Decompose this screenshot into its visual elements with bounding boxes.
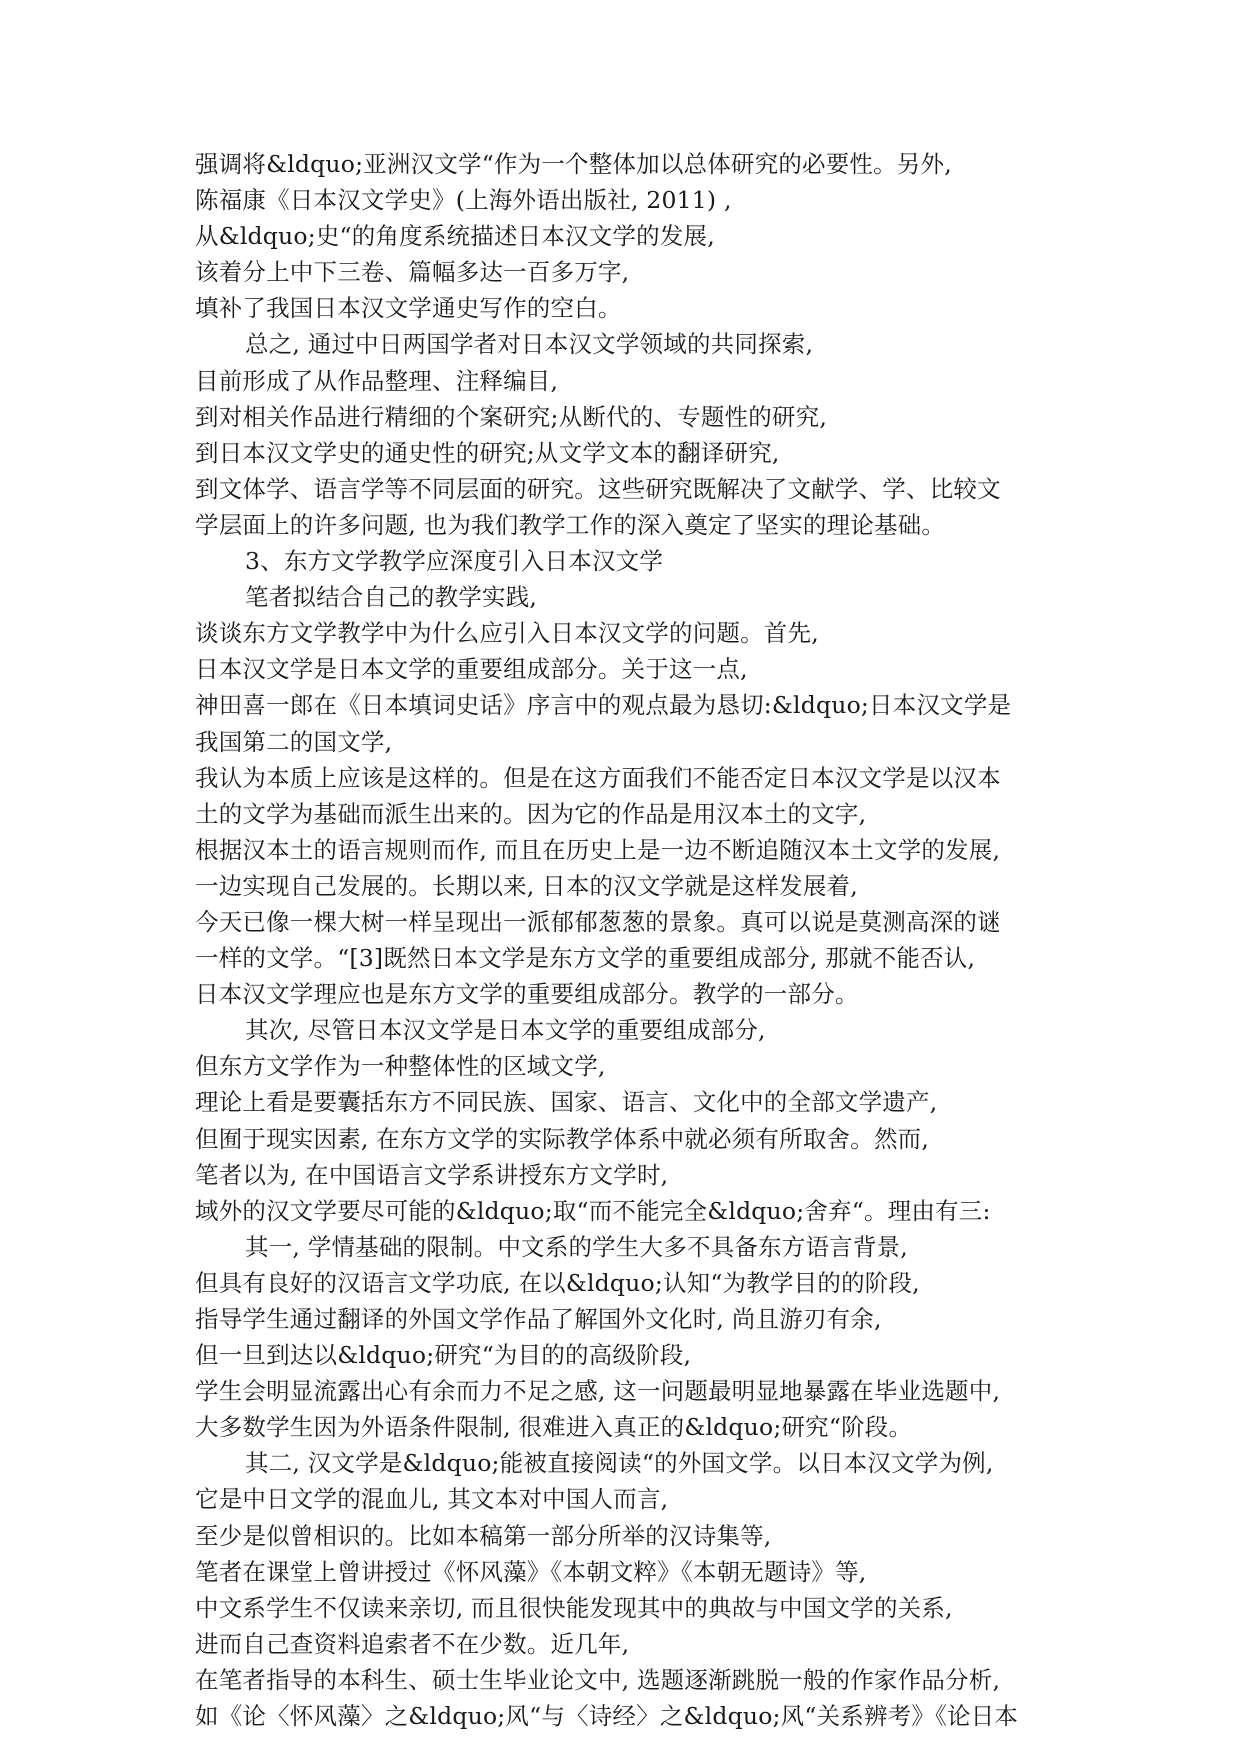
paragraph-first-line: 其次, 尽管日本汉文学是日本文学的重要组成部分,: [245, 1016, 766, 1045]
text-line: 从&ldquo;史“的角度系统描述日本汉文学的发展,: [195, 222, 715, 251]
text-line: 土的文学为基础而派生出来的。因为它的作品是用汉本土的文字,: [195, 799, 867, 828]
text-line: 强调将&ldquo;亚洲汉文学“作为一个整体加以总体研究的必要性。另外,: [195, 150, 952, 178]
text-line: 今天已像一棵大树一样呈现出一派郁郁葱葱的景象。真可以说是莫测高深的谜: [195, 907, 1001, 936]
text-line: 域外的汉文学要尽可能的&ldquo;取“而不能完全&ldquo;舍弃“。理由有三:: [195, 1196, 991, 1225]
text-line: 笔者在课堂上曾讲授过《怀风藻》《本朝文粹》《本朝无题诗》等,: [195, 1557, 867, 1586]
text-line: 一边实现自己发展的。长期以来, 日本的汉文学就是这样发展着,: [195, 871, 858, 900]
text-line: 进而自己查资料追索者不在少数。近几年,: [195, 1629, 630, 1658]
text-line: 根据汉本土的语言规则而作, 而且在历史上是一边不断追随汉本土文学的发展,: [195, 835, 1001, 864]
text-line: 中文系学生不仅读来亲切, 而且很快能发现其中的典故与中国文学的关系,: [195, 1593, 953, 1622]
text-line: 到文体学、语言学等不同层面的研究。这些研究既解决了文献学、学、比较文: [195, 474, 1001, 503]
paragraph-first-line: 3、东方文学教学应深度引入日本汉文学: [245, 547, 664, 576]
text-line: 日本汉文学是日本文学的重要组成部分。关于这一点,: [195, 655, 748, 684]
paragraph-first-line: 笔者拟结合自己的教学实践,: [245, 583, 538, 612]
text-line: 日本汉文学理应也是东方文学的重要组成部分。教学的一部分。: [195, 980, 859, 1009]
paragraph-first-line: 其二, 汉文学是&ldquo;能被直接阅读“的外国文学。以日本汉文学为例,: [245, 1449, 994, 1478]
text-line: 如《论〈怀风藻〉之&ldquo;风“与〈诗经〉之&ldquo;风“关系辨考》《论日本: [195, 1702, 1019, 1731]
text-line: 我认为本质上应该是这样的。但是在这方面我们不能否定日本汉文学是以汉本: [195, 763, 1001, 792]
text-line: 指导学生通过翻译的外国文学作品了解国外文化时, 尚且游刃有余,: [195, 1305, 882, 1333]
text-line: 理论上看是要囊括东方不同民族、国家、语言、文化中的全部文学遗产,: [195, 1088, 938, 1117]
text-line: 目前形成了从作品整理、注释编目,: [195, 366, 559, 395]
paragraph-first-line: 其一, 学情基础的限制。中文系的学生大多不具备东方语言背景,: [245, 1232, 908, 1261]
text-line: 但东方文学作为一种整体性的区域文学,: [195, 1052, 606, 1081]
text-line: 至少是似曾相识的。比如本稿第一部分所举的汉诗集等,: [195, 1521, 772, 1550]
text-line: 神田喜一郎在《日本填词史话》序言中的观点最为恳切:&ldquo;日本汉文学是: [195, 691, 1012, 720]
text-line: 学生会明显流露出心有余而力不足之感, 这一问题最明显地暴露在毕业选题中,: [195, 1377, 1001, 1406]
text-line: 到对相关作品进行精细的个案研究;从断代的、专题性的研究,: [195, 402, 827, 431]
text-line: 但具有良好的汉语言文学功底, 在以&ldquo;认知“为教学目的的阶段,: [195, 1268, 920, 1297]
text-line: 一样的文学。“[3]既然日本文学是东方文学的重要组成部分, 那就不能否认,: [195, 944, 976, 973]
text-line: 但一旦到达以&ldquo;研究“为目的的高级阶段,: [195, 1341, 692, 1370]
text-line: 该着分上中下三卷、篇幅多达一百多万字,: [195, 258, 630, 287]
text-line: 在笔者指导的本科生、硕士生毕业论文中, 选题逐渐跳脱一般的作家作品分析,: [195, 1665, 1001, 1694]
text-line: 大多数学生因为外语条件限制, 很难进入真正的&ldquo;研究“阶段。: [195, 1413, 913, 1442]
text-line: 陈福康《日本汉文学史》(上海外语出版社, 2011) ,: [195, 186, 732, 215]
body-text: [195, 146, 1075, 1734]
text-line: 谈谈东方文学教学中为什么应引入日本汉文学的问题。首先,: [195, 619, 819, 648]
text-line: 填补了我国日本汉文学通史写作的空白。: [195, 294, 622, 323]
text-line: 它是中日文学的混血儿, 其文本对中国人而言,: [195, 1485, 669, 1514]
text-line: 我国第二的国文学,: [195, 727, 393, 756]
paragraph-first-line: 总之, 通过中日两国学者对日本汉文学领域的共同探索,: [245, 330, 814, 359]
text-line: 笔者以为, 在中国语言文学系讲授东方文学时,: [195, 1160, 669, 1189]
text-line: 学层面上的许多问题, 也为我们教学工作的深入奠定了坚实的理论基础。: [195, 510, 946, 539]
text-line: 但囿于现实因素, 在东方文学的实际教学体系中就必须有所取舍。然而,: [195, 1124, 930, 1153]
text-line: 到日本汉文学史的通史性的研究;从文学文本的翻译研究,: [195, 438, 780, 467]
